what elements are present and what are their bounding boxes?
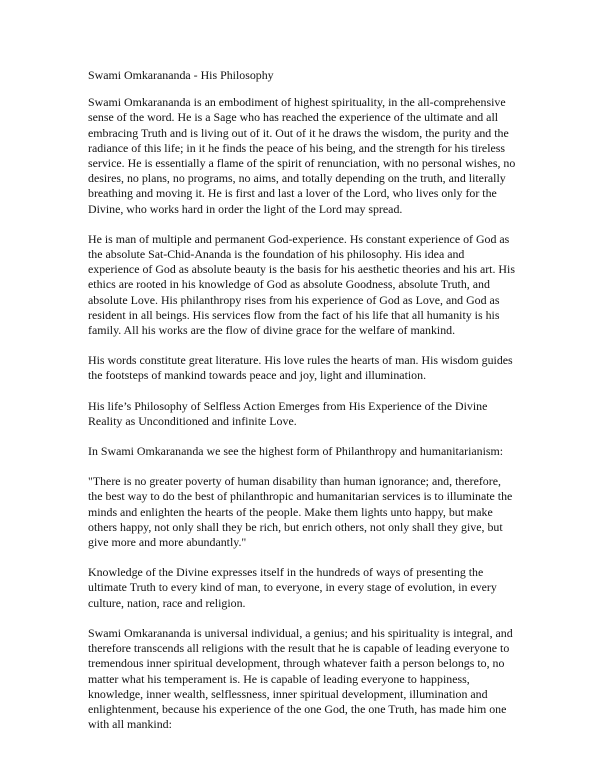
text-line: embracing Truth and is living out of it. Out of it he draws the wisdom, the purity and the [88,125,509,140]
paragraph [88,399,520,429]
document-title: Swami Omkarananda - His Philosophy [88,68,274,82]
text-line: enlightenment, because his experience of the one God, the one Truth, has made him one [88,701,507,716]
text-line: culture, nation, race and religion. [88,595,246,610]
text-line: tremendous inner spiritual development, through whatever faith a person belongs to, no [88,656,505,671]
paragraph [88,95,520,217]
text-line: Knowledge of the Divine expresses itself in the hundreds of ways of presenting the [88,565,484,580]
text-line: breathing and moving it. He is first and last a lover of the Lord, who lives only for the [88,186,497,201]
text-line: desires, no plans, no programs, no aims, and totally depending on the truth, and literally [88,171,506,186]
text-line: with all mankind: [88,717,172,732]
text-line: the best way to do the best of philanthropic and humanitarian services is to illuminate the [88,489,513,504]
text-line: therefore transcends all religions with the result that he is capable of leading everyone to [88,641,510,656]
paragraph [88,232,520,338]
text-line: radiance of this life; in it he finds the peace of his being, and the strength for his tireless [88,140,506,155]
text-line: matter what his temperament is. He is capable of leading everyone to happiness, [88,671,470,686]
text-line: Swami Omkarananda is an embodiment of highest spirituality, in the all-comprehensive [88,95,506,110]
text-line: Swami Omkarananda is universal individual, a genius; and his spirituality is integral, and [88,625,513,640]
paragraph [88,444,520,459]
text-line: minds and enlighten the hearts of the people. Make them lights unto happy, but make [88,504,493,519]
text-line: resident in all beings. His services flow from the fact of his life that all humanity is his [88,307,500,322]
text-line: ultimate Truth to every kind of man, to everyone, in every stage of evolution, in every [88,580,497,595]
text-line: sense of the word. He is a Sage who has reached the experience of the ultimate and all [88,110,499,125]
document-body [88,68,520,747]
text-line: experience of God as absolute beauty is the basis for his aesthetic theories and his art. His [88,262,515,277]
text-line: family. All his works are the flow of divine grace for the welfare of mankind. [88,323,456,338]
text-line: knowledge, inner wealth, selflessness, inner spiritual development, illumination and [88,686,488,701]
text-line: service. He is essentially a flame of the spirit of renunciation, with no personal wishes, no [88,156,516,171]
text-line: give more and more abundantly." [88,535,247,550]
text-line: Divine, who works hard in order the light of the Lord may spread. [88,201,403,216]
text-line: the footsteps of mankind towards peace and joy, light and illumination. [88,368,427,383]
text-line: "There is no greater poverty of human disability than human ignorance; and, therefore, [88,474,501,489]
text-line: Reality as Unconditioned and infinite Love. [88,413,297,428]
quote-paragraph [88,474,520,550]
text-line: the absolute Sat-Chid-Ananda is the foundation of his philosophy. His idea and [88,247,465,262]
paragraph [88,353,520,383]
text-line: others happy, not only shall they be rich, but enrich others, not only shall they give, but [88,519,503,534]
text-line: absolute Love. His philanthropy rises from his experience of God as Love, and God as [88,292,500,307]
text-line: His words constitute great literature. His love rules the hearts of man. His wisdom guides [88,353,513,368]
text-line: In Swami Omkarananda we see the highest form of Philanthropy and humanitarianism: [88,444,504,459]
paragraph [88,626,520,732]
text-line: His life’s Philosophy of Selfless Action Emerges from His Experience of the Divine [88,398,488,413]
text-line: He is man of multiple and permanent God-experience. Hs constant experience of God as [88,231,510,246]
paragraph [88,565,520,611]
text-line: ethics are rooted in his knowledge of God as absolute Goodness, absolute Truth, and [88,277,490,292]
